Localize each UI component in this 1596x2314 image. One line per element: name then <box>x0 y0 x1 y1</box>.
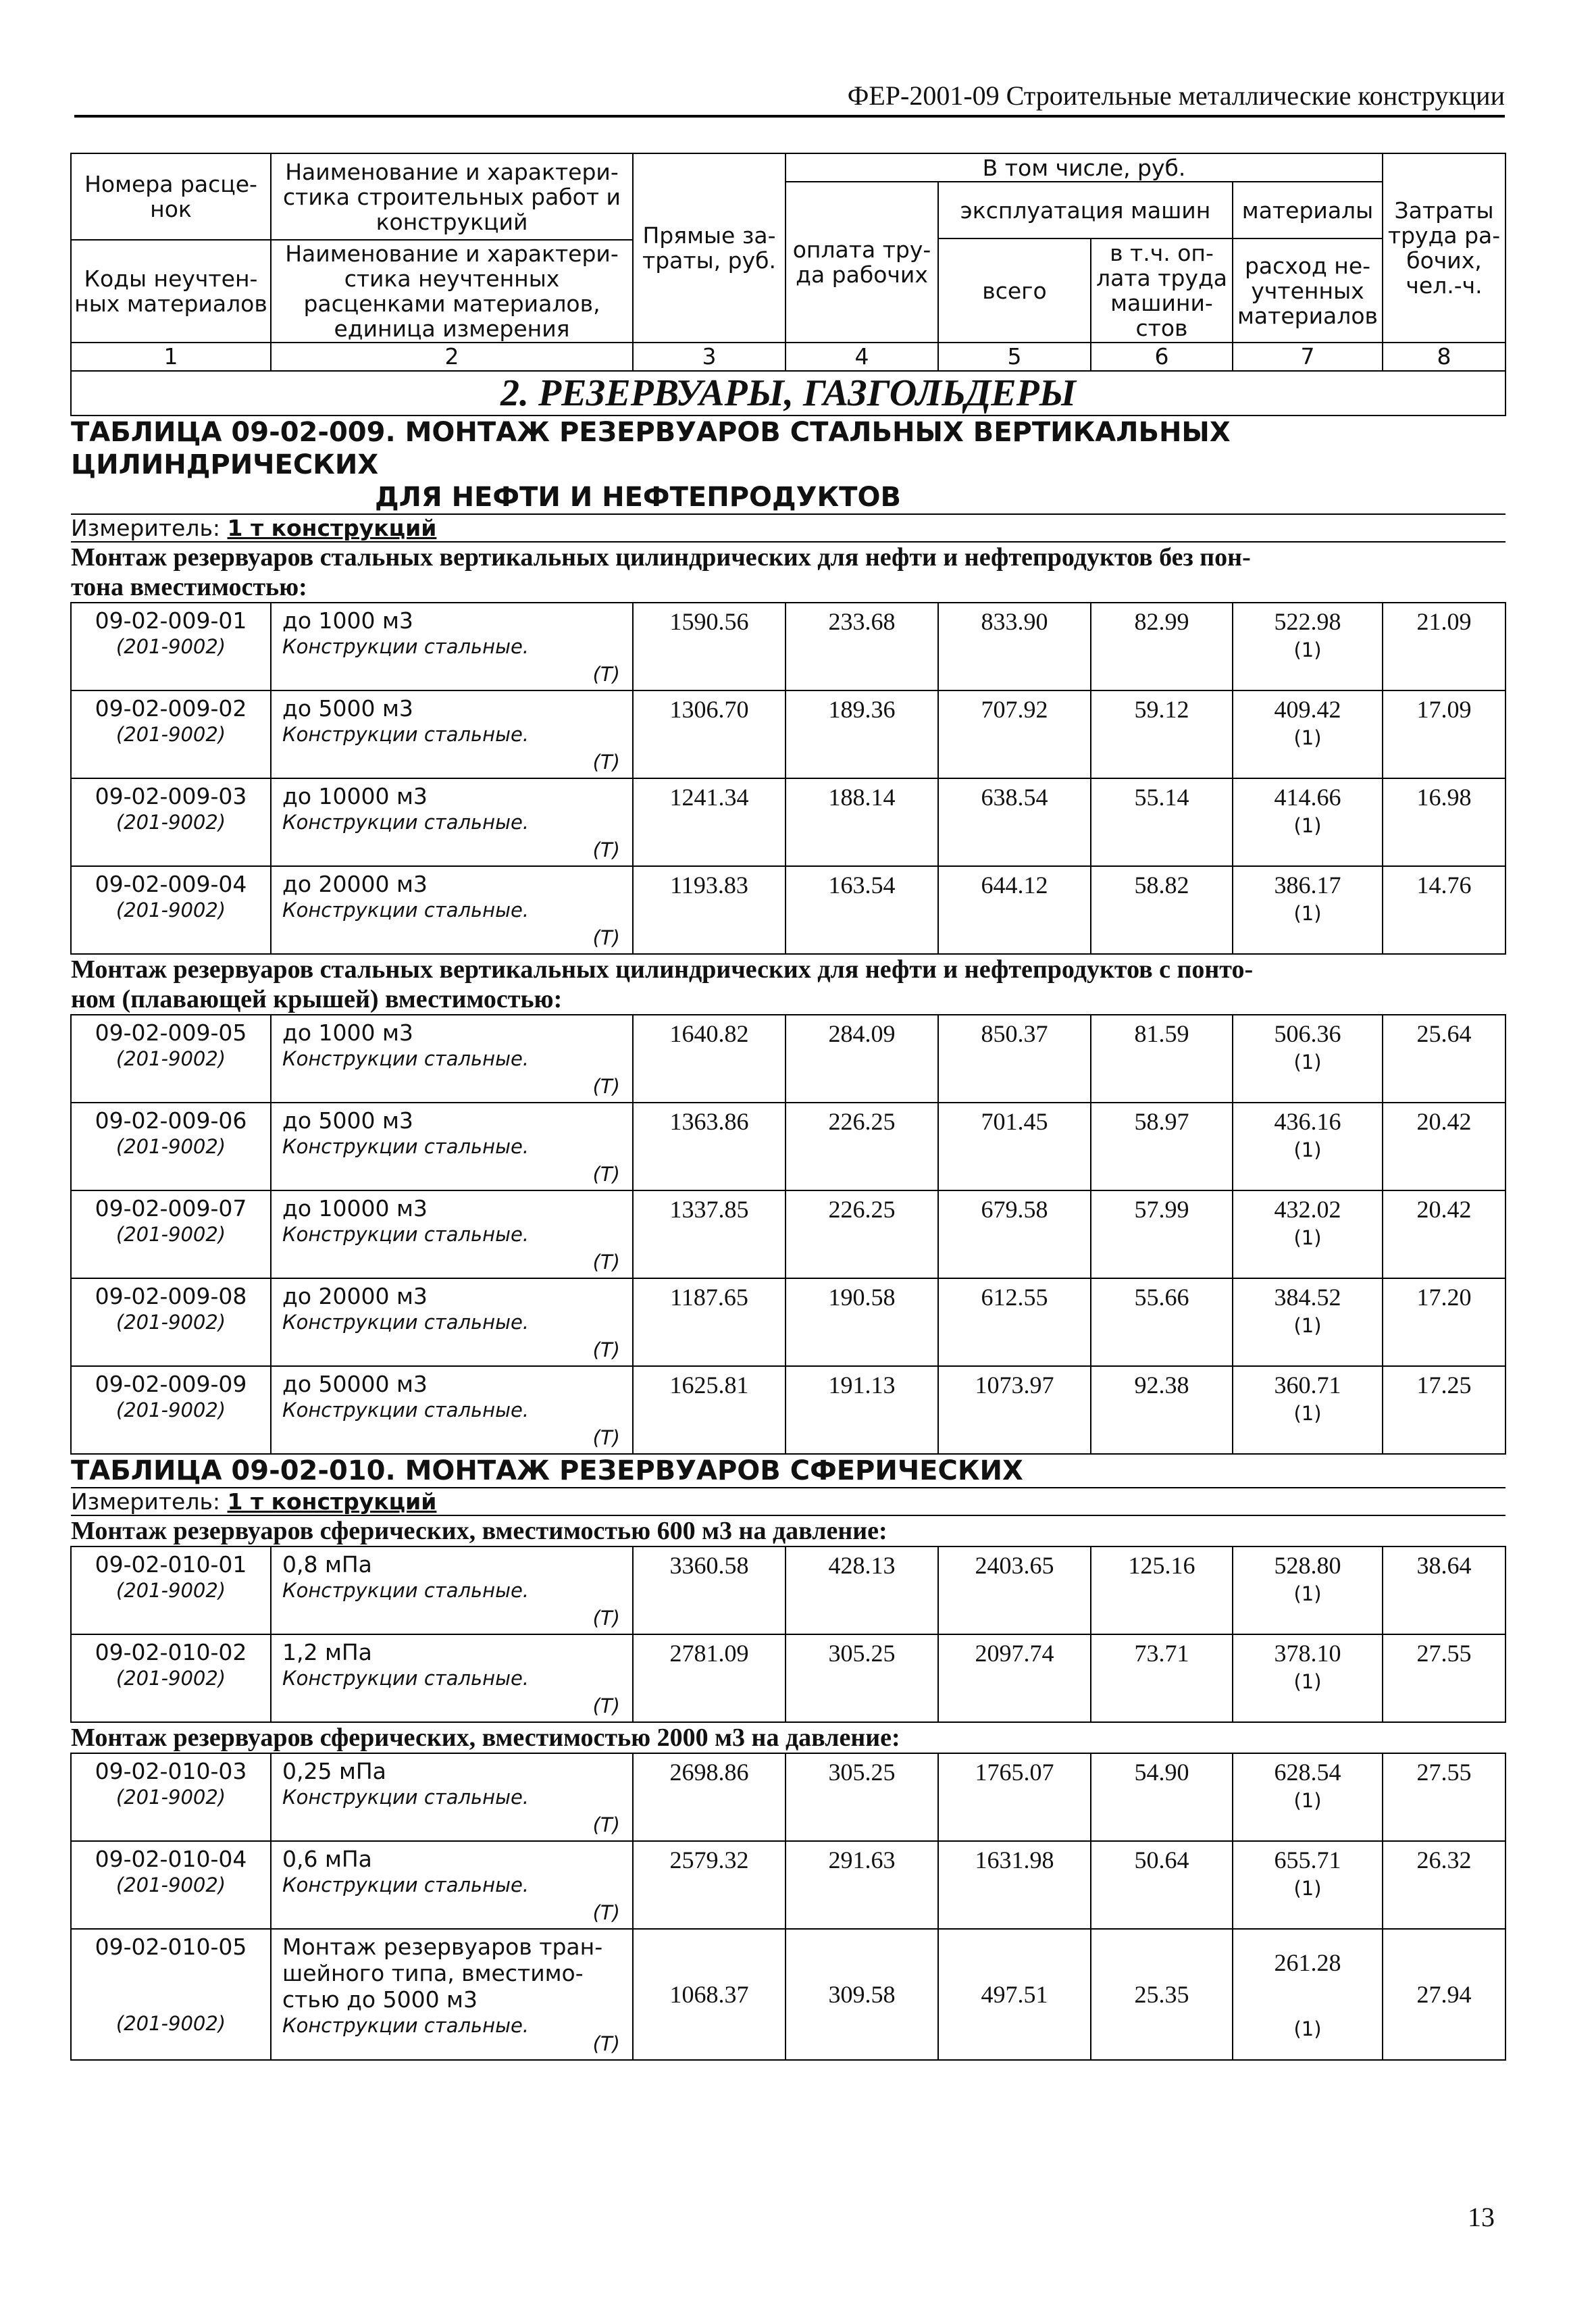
value-materials: 414.66 <box>1274 784 1341 811</box>
value-mach: 1765.07 <box>938 1753 1091 1841</box>
rate-name: 1,2 мПа <box>282 1639 372 1665</box>
value-labor: 27.55 <box>1383 1753 1505 1841</box>
value-direct: 1193.83 <box>633 866 786 954</box>
rate-name: до 10000 м3 <box>282 783 428 809</box>
value-mach: 707.92 <box>938 690 1091 778</box>
group-heading <box>71 542 1505 603</box>
value-mach: 497.51 <box>938 1929 1091 2060</box>
rate-code-cell <box>71 690 271 778</box>
value-materials: 409.42 <box>1274 696 1341 723</box>
meter-value: 1 т конструкций <box>227 1488 437 1515</box>
value-mach-pay: 55.66 <box>1091 1278 1233 1366</box>
rate-name-cell <box>271 1278 633 1366</box>
materials-cell <box>1233 1929 1383 2060</box>
rate-code: 09-02-009-08 <box>95 1283 247 1309</box>
value-labor-pay: 233.68 <box>786 603 938 690</box>
rate-code-cell <box>71 1841 271 1929</box>
table-row <box>71 1546 1505 1634</box>
material-unit: (Т) <box>592 1426 620 1449</box>
value-labor: 38.64 <box>1383 1546 1505 1634</box>
value-direct: 1187.65 <box>633 1278 786 1366</box>
group-heading-line: ном (плавающей крышей) вместимостью: <box>71 985 563 1013</box>
material-qty: (1) <box>1293 638 1322 661</box>
value-labor-pay: 428.13 <box>786 1546 938 1634</box>
material-code: (201-9002) <box>115 1667 226 1690</box>
table-row <box>71 778 1505 866</box>
hdr-machines-total: всего <box>938 238 1091 343</box>
value-labor: 20.42 <box>1383 1103 1505 1190</box>
material-name: Конструкции стальные. <box>282 811 530 834</box>
material-code: (201-9002) <box>115 899 226 922</box>
hdr-materials: материалы <box>1233 182 1383 238</box>
value-mach-pay: 58.82 <box>1091 866 1233 954</box>
rate-name: до 5000 м3 <box>282 1107 413 1134</box>
rate-name: до 50000 м3 <box>282 1371 428 1397</box>
material-unit: (Т) <box>592 1901 620 1924</box>
value-materials: 528.80 <box>1274 1552 1341 1579</box>
materials-cell <box>1233 1634 1383 1722</box>
hdr-machines: эксплуатация машин <box>938 182 1233 238</box>
material-name: Конструкции стальные. <box>282 1579 530 1602</box>
rate-name: до 20000 м3 <box>282 871 428 897</box>
rate-name: до 1000 м3 <box>282 607 413 634</box>
materials-cell <box>1233 1753 1383 1841</box>
rate-name-cell <box>271 1366 633 1454</box>
col-number: 3 <box>633 343 786 371</box>
material-code: (201-9002) <box>115 1579 226 1602</box>
value-labor-pay: 291.63 <box>786 1841 938 1929</box>
material-qty: (1) <box>1293 1226 1322 1249</box>
value-labor: 27.94 <box>1383 1929 1505 2060</box>
table-title <box>71 1454 1505 1488</box>
rate-name: Монтаж резервуаров тран-шейного типа, вместимо-стью до 5000 м3 <box>282 1934 603 2013</box>
running-head: ФЕР-2001-09 Строительные металлические конструкции <box>847 80 1505 111</box>
table-row <box>71 1278 1505 1366</box>
rate-name-cell <box>271 603 633 690</box>
page-number: 13 <box>1468 2202 1495 2232</box>
rate-code: 09-02-010-03 <box>95 1758 247 1784</box>
value-mach-pay: 54.90 <box>1091 1753 1233 1841</box>
rate-code-cell <box>71 1103 271 1190</box>
materials-cell <box>1233 603 1383 690</box>
rate-code-cell <box>71 1190 271 1278</box>
hdr-direct-costs: Прямые за-траты, руб. <box>633 153 786 343</box>
value-direct: 1625.81 <box>633 1366 786 1454</box>
header-rule <box>74 115 1505 118</box>
col-number: 5 <box>938 343 1091 371</box>
rate-name-cell <box>271 1929 633 2060</box>
group-heading <box>71 1515 1505 1546</box>
value-direct: 2781.09 <box>633 1634 786 1722</box>
value-mach: 644.12 <box>938 866 1091 954</box>
table-title <box>71 416 1505 514</box>
materials-cell <box>1233 690 1383 778</box>
value-mach-pay: 82.99 <box>1091 603 1233 690</box>
rate-code: 09-02-009-03 <box>95 783 247 809</box>
table-title-line: ДЛЯ НЕФТИ И НЕФТЕПРОДУКТОВ <box>375 482 901 513</box>
material-code: (201-9002) <box>115 1135 226 1158</box>
material-qty: (1) <box>1293 814 1322 837</box>
material-name: Конструкции стальные. <box>282 1873 530 1896</box>
rate-code: 09-02-010-01 <box>95 1551 247 1578</box>
rate-name: до 10000 м3 <box>282 1195 428 1222</box>
value-labor: 16.98 <box>1383 778 1505 866</box>
material-code: (201-9002) <box>115 635 226 658</box>
material-code: (201-9002) <box>115 1223 226 1246</box>
value-mach-pay: 92.38 <box>1091 1366 1233 1454</box>
col-number: 4 <box>786 343 938 371</box>
table-row <box>71 1929 1505 2060</box>
material-qty: (1) <box>1293 902 1322 925</box>
material-unit: (Т) <box>592 1813 620 1836</box>
material-code: (201-9002) <box>115 1399 226 1422</box>
value-materials: 386.17 <box>1274 872 1341 899</box>
rate-name-cell <box>271 1841 633 1929</box>
material-name: Конструкции стальные. <box>282 1399 530 1422</box>
value-mach: 679.58 <box>938 1190 1091 1278</box>
value-labor: 26.32 <box>1383 1841 1505 1929</box>
group-heading-line: Монтаж резервуаров стальных вертикальных цилиндрических для нефти и нефтепродуктов без пон- <box>71 543 1251 572</box>
material-qty: (1) <box>1293 2017 1322 2040</box>
material-unit: (Т) <box>592 1075 620 1098</box>
rate-code: 09-02-010-04 <box>95 1846 247 1872</box>
material-qty: (1) <box>1293 1314 1322 1337</box>
material-unit: (Т) <box>592 1251 620 1274</box>
materials-cell <box>1233 1546 1383 1634</box>
material-unit: (Т) <box>592 1163 620 1186</box>
value-labor: 27.55 <box>1383 1634 1505 1722</box>
value-materials: 432.02 <box>1274 1196 1341 1223</box>
materials-cell <box>1233 778 1383 866</box>
rate-code: 09-02-009-01 <box>95 607 247 634</box>
rate-code-cell <box>71 1753 271 1841</box>
value-labor: 14.76 <box>1383 866 1505 954</box>
material-qty: (1) <box>1293 726 1322 749</box>
table-row <box>71 1103 1505 1190</box>
hdr-materials-sub: расход не-учтенных материалов <box>1233 238 1383 343</box>
material-name: Конструкции стальные. <box>282 635 530 658</box>
group-heading-line: Монтаж резервуаров стальных вертикальных цилиндрических для нефти и нефтепродуктов с понто- <box>71 955 1254 984</box>
value-labor-pay: 190.58 <box>786 1278 938 1366</box>
table-row <box>71 1190 1505 1278</box>
table-title-line: ТАБЛИЦА 09-02-010. МОНТАЖ РЕЗЕРВУАРОВ СФЕРИЧЕСКИХ <box>71 1455 1023 1486</box>
material-unit: (Т) <box>592 751 620 774</box>
material-qty: (1) <box>1293 1051 1322 1074</box>
material-qty: (1) <box>1293 1670 1322 1693</box>
table-meter <box>71 514 1505 542</box>
rate-name-cell <box>271 1634 633 1722</box>
value-direct: 3360.58 <box>633 1546 786 1634</box>
value-mach: 612.55 <box>938 1278 1091 1366</box>
table-row <box>71 1015 1505 1103</box>
material-name: Конструкции стальные. <box>282 1667 530 1690</box>
value-materials: 436.16 <box>1274 1108 1341 1135</box>
rate-name-cell <box>271 690 633 778</box>
rate-code: 09-02-010-02 <box>95 1639 247 1665</box>
value-labor-pay: 189.36 <box>786 690 938 778</box>
material-name: Конструкции стальные. <box>282 2014 530 2037</box>
value-direct: 1337.85 <box>633 1190 786 1278</box>
rate-code-cell <box>71 778 271 866</box>
table-title-line: ТАБЛИЦА 09-02-009. МОНТАЖ РЕЗЕРВУАРОВ СТАЛЬНЫХ ВЕРТИКАЛЬНЫХ ЦИЛИНДРИЧЕСКИХ <box>71 417 1231 480</box>
material-qty: (1) <box>1293 1789 1322 1812</box>
col-number: 8 <box>1383 343 1505 371</box>
material-name: Конструкции стальные. <box>282 1223 530 1246</box>
material-name: Конструкции стальные. <box>282 1047 530 1070</box>
material-code: (201-9002) <box>115 1873 226 1896</box>
value-mach-pay: 25.35 <box>1091 1929 1233 2060</box>
rate-name: 0,25 мПа <box>282 1758 386 1784</box>
material-code: (201-9002) <box>115 1786 226 1809</box>
rate-code-cell <box>71 1278 271 1366</box>
material-code: (201-9002) <box>115 723 226 746</box>
rate-code: 09-02-009-07 <box>95 1195 247 1222</box>
section-title: 2. РЕЗЕРВУАРЫ, ГАЗГОЛЬДЕРЫ <box>71 371 1505 416</box>
rate-name-cell <box>271 1190 633 1278</box>
value-labor: 17.25 <box>1383 1366 1505 1454</box>
value-materials: 522.98 <box>1274 608 1341 635</box>
value-mach-pay: 125.16 <box>1091 1546 1233 1634</box>
group-heading-line: Монтаж резервуаров сферических, вместимостью 2000 м3 на давление: <box>71 1724 900 1752</box>
rate-code-cell <box>71 1634 271 1722</box>
value-materials: 506.36 <box>1274 1020 1341 1047</box>
materials-cell <box>1233 1103 1383 1190</box>
rates-table <box>70 153 1506 2061</box>
value-labor: 17.09 <box>1383 690 1505 778</box>
material-code: (201-9002) <box>115 2012 226 2035</box>
value-mach-pay: 73.71 <box>1091 1634 1233 1722</box>
value-mach: 833.90 <box>938 603 1091 690</box>
material-code: (201-9002) <box>115 1311 226 1334</box>
value-mach-pay: 59.12 <box>1091 690 1233 778</box>
rate-name-cell <box>271 1753 633 1841</box>
col-number: 7 <box>1233 343 1383 371</box>
rate-code-cell <box>71 1546 271 1634</box>
value-labor: 20.42 <box>1383 1190 1505 1278</box>
table-meter <box>71 1488 1505 1515</box>
table-row <box>71 866 1505 954</box>
value-materials: 261.28 <box>1274 1949 1341 1976</box>
value-labor-pay: 191.13 <box>786 1366 938 1454</box>
table-row <box>71 1634 1505 1722</box>
col-number: 6 <box>1091 343 1233 371</box>
value-labor-pay: 226.25 <box>786 1190 938 1278</box>
value-direct: 1363.86 <box>633 1103 786 1190</box>
value-direct: 1241.34 <box>633 778 786 866</box>
rate-name-cell <box>271 1015 633 1103</box>
hdr-col1-top: Номера расце-нок <box>71 153 271 240</box>
value-mach: 850.37 <box>938 1015 1091 1103</box>
value-labor: 21.09 <box>1383 603 1505 690</box>
rate-code-cell <box>71 1929 271 2060</box>
material-name: Конструкции стальные. <box>282 899 530 922</box>
material-unit: (Т) <box>592 2032 620 2055</box>
table-row <box>71 690 1505 778</box>
material-unit: (Т) <box>592 1694 620 1717</box>
value-mach: 701.45 <box>938 1103 1091 1190</box>
material-code: (201-9002) <box>115 1047 226 1070</box>
value-direct: 2698.86 <box>633 1753 786 1841</box>
material-unit: (Т) <box>592 663 620 686</box>
value-materials: 378.10 <box>1274 1640 1341 1667</box>
material-unit: (Т) <box>592 838 620 861</box>
value-direct: 1640.82 <box>633 1015 786 1103</box>
rate-code: 09-02-009-04 <box>95 871 247 897</box>
rate-code-cell <box>71 866 271 954</box>
rate-code: 09-02-009-05 <box>95 1020 247 1046</box>
materials-cell <box>1233 1278 1383 1366</box>
col-number: 2 <box>271 343 633 371</box>
group-heading <box>71 1722 1505 1753</box>
rate-name: 0,6 мПа <box>282 1846 372 1872</box>
value-mach-pay: 57.99 <box>1091 1190 1233 1278</box>
rate-code: 09-02-009-09 <box>95 1371 247 1397</box>
rate-name-cell <box>271 1546 633 1634</box>
material-name: Конструкции стальные. <box>282 723 530 746</box>
hdr-in-total: В том числе, руб. <box>786 153 1383 182</box>
hdr-col2-bottom: Наименование и характери-стика неучтенных расценками материалов, единица измерения <box>271 240 633 343</box>
group-heading-line: тона вместимостью: <box>71 573 307 601</box>
value-labor-pay: 226.25 <box>786 1103 938 1190</box>
rate-code: 09-02-009-06 <box>95 1107 247 1134</box>
material-qty: (1) <box>1293 1138 1322 1161</box>
value-labor-pay: 188.14 <box>786 778 938 866</box>
value-mach: 638.54 <box>938 778 1091 866</box>
rate-name: до 5000 м3 <box>282 695 413 722</box>
value-direct: 1306.70 <box>633 690 786 778</box>
material-qty: (1) <box>1293 1582 1322 1605</box>
value-labor-pay: 284.09 <box>786 1015 938 1103</box>
meter-label: Измеритель: <box>71 515 221 541</box>
value-labor: 17.20 <box>1383 1278 1505 1366</box>
material-code: (201-9002) <box>115 811 226 834</box>
value-labor-pay: 305.25 <box>786 1634 938 1722</box>
rate-code-cell <box>71 1366 271 1454</box>
rate-name: до 20000 м3 <box>282 1283 428 1309</box>
value-materials: 655.71 <box>1274 1846 1341 1873</box>
value-labor-pay: 163.54 <box>786 866 938 954</box>
table-row <box>71 1366 1505 1454</box>
hdr-labor-pay: оплата тру-да рабочих <box>786 182 938 343</box>
hdr-machines-pay: в т.ч. оп-лата труда машини-стов <box>1091 238 1233 343</box>
rate-code: 09-02-010-05 <box>95 1934 247 1960</box>
value-mach-pay: 50.64 <box>1091 1841 1233 1929</box>
rate-name-cell <box>271 1103 633 1190</box>
value-direct: 1590.56 <box>633 603 786 690</box>
rate-name: 0,8 мПа <box>282 1551 372 1578</box>
table-row <box>71 1753 1505 1841</box>
rate-code: 09-02-009-02 <box>95 695 247 722</box>
rate-name-cell <box>271 778 633 866</box>
materials-cell <box>1233 866 1383 954</box>
value-materials: 628.54 <box>1274 1759 1341 1786</box>
hdr-labor: Затраты труда ра-бочих, чел.-ч. <box>1383 153 1505 343</box>
value-labor: 25.64 <box>1383 1015 1505 1103</box>
rate-code-cell <box>71 603 271 690</box>
group-heading <box>71 954 1505 1015</box>
material-name: Конструкции стальные. <box>282 1786 530 1809</box>
value-mach-pay: 81.59 <box>1091 1015 1233 1103</box>
table-row <box>71 603 1505 690</box>
hdr-col1-bottom: Коды неучтен-ных материалов <box>71 240 271 343</box>
hdr-col2-top: Наименование и характери-стика строительных работ и конструкций <box>271 153 633 240</box>
rate-code-cell <box>71 1015 271 1103</box>
value-labor-pay: 309.58 <box>786 1929 938 2060</box>
value-materials: 384.52 <box>1274 1284 1341 1311</box>
value-direct: 2579.32 <box>633 1841 786 1929</box>
materials-cell <box>1233 1366 1383 1454</box>
material-unit: (Т) <box>592 926 620 949</box>
rate-name: до 1000 м3 <box>282 1020 413 1046</box>
material-qty: (1) <box>1293 1402 1322 1425</box>
material-name: Конструкции стальные. <box>282 1135 530 1158</box>
meter-value: 1 т конструкций <box>227 515 437 541</box>
material-unit: (Т) <box>592 1607 620 1630</box>
value-labor-pay: 305.25 <box>786 1753 938 1841</box>
materials-cell <box>1233 1190 1383 1278</box>
value-mach: 1073.97 <box>938 1366 1091 1454</box>
value-mach: 1631.98 <box>938 1841 1091 1929</box>
value-mach-pay: 55.14 <box>1091 778 1233 866</box>
material-name: Конструкции стальные. <box>282 1311 530 1334</box>
rate-name-cell <box>271 866 633 954</box>
materials-cell <box>1233 1841 1383 1929</box>
value-materials: 360.71 <box>1274 1372 1341 1399</box>
col-number: 1 <box>71 343 271 371</box>
value-mach: 2097.74 <box>938 1634 1091 1722</box>
value-mach-pay: 58.97 <box>1091 1103 1233 1190</box>
meter-label: Измеритель: <box>71 1488 221 1515</box>
materials-cell <box>1233 1015 1383 1103</box>
group-heading-line: Монтаж резервуаров сферических, вместимостью 600 м3 на давление: <box>71 1517 887 1545</box>
material-qty: (1) <box>1293 1877 1322 1900</box>
table-row <box>71 1841 1505 1929</box>
material-unit: (Т) <box>592 1338 620 1361</box>
value-mach: 2403.65 <box>938 1546 1091 1634</box>
value-direct: 1068.37 <box>633 1929 786 2060</box>
